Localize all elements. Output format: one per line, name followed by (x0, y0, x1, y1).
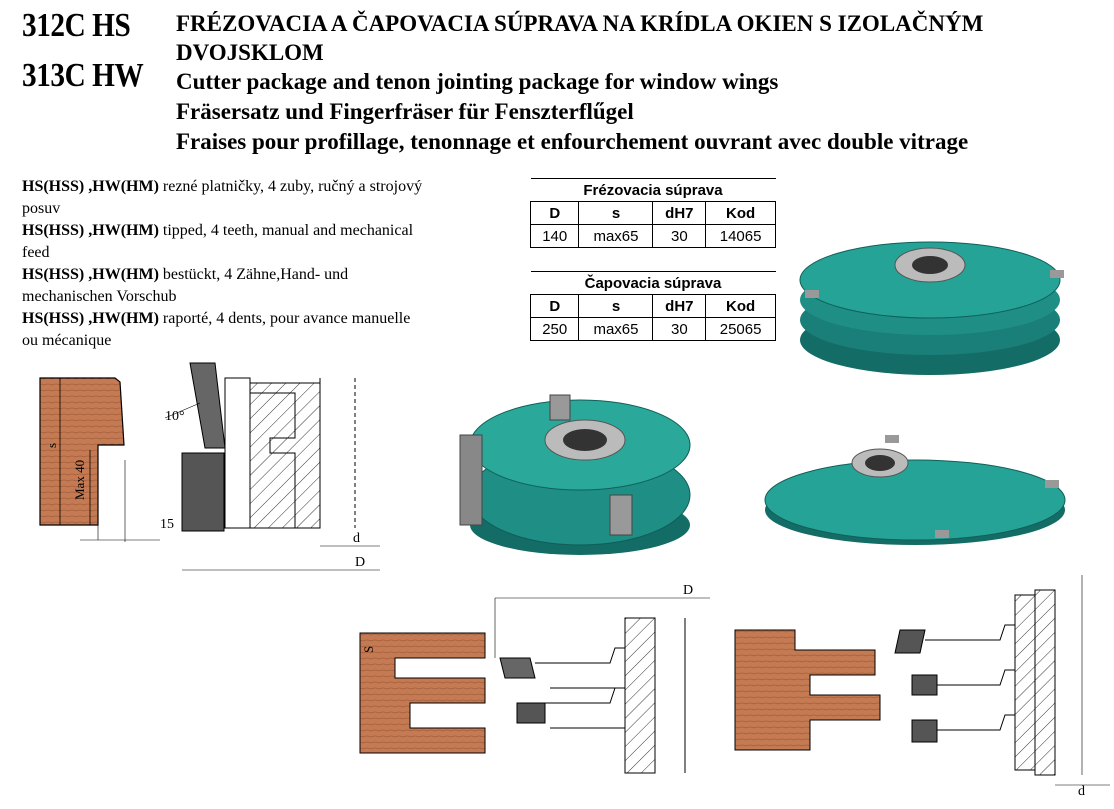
spec-text-cont: ou mécanique (22, 332, 112, 349)
spec-text: raporté, 4 dents, pour avance manuelle (158, 310, 411, 327)
col-header: D (531, 295, 579, 318)
table-cell: 25065 (706, 318, 776, 341)
wood-profile-drawing (20, 370, 170, 550)
spec-en (22, 220, 522, 264)
col-header: Kod (706, 202, 776, 225)
col-header: s (579, 295, 653, 318)
spec-list (22, 176, 522, 352)
spec-text: bestückt, 4 Zähne,Hand- und (158, 266, 349, 283)
label-d-bottom: d (1078, 784, 1085, 799)
tip-icon (1050, 270, 1064, 278)
col-header: dH7 (653, 295, 706, 318)
table-caption: Čapovacia súprava (531, 272, 776, 295)
milling-cutter-photo (450, 385, 720, 565)
table-cell: 14065 (706, 225, 776, 248)
label-max40: Max 40 (72, 459, 87, 500)
spec-fr (22, 308, 522, 352)
table-cell: 30 (653, 318, 706, 341)
table-cell: max65 (579, 318, 653, 341)
label-angle: 10° (165, 409, 185, 424)
wood-piece (40, 378, 124, 525)
table-cell: 250 (531, 318, 579, 341)
title-sk-line2: DVOJSKLOM (176, 40, 324, 65)
table-caption: Frézovacia súprava (531, 179, 776, 202)
spec-label: HS(HSS) ,HW(HM) (22, 310, 159, 327)
label-S: S (361, 645, 376, 653)
label-D: D (355, 555, 366, 570)
title-de: Fräsersatz und Fingerfräser für Fenszterflűgel (176, 99, 634, 124)
tenon-drawing-left (355, 578, 715, 803)
table-cell: 140 (531, 225, 579, 248)
spec-text-cont: mechanischen Vorschub (22, 288, 177, 305)
table-cell: 30 (653, 225, 706, 248)
spec-de (22, 264, 522, 308)
label-d: d (353, 531, 360, 546)
flat-cutter-photo (755, 425, 1085, 555)
spec-label: HS(HSS) ,HW(HM) (22, 178, 159, 195)
product-code-1: 312C HS (22, 7, 131, 44)
spec-sk (22, 176, 522, 220)
spec-text-cont: posuv (22, 200, 61, 217)
col-header: dH7 (653, 202, 706, 225)
title-sk-line1: FRÉZOVACIA A ČAPOVACIA SÚPRAVA NA KRÍDLA OKIEN S IZOLAČNÝM (176, 11, 984, 36)
cutter-tip-lower (182, 453, 224, 531)
spec-text: tipped, 4 teeth, manual and mechanical (158, 222, 414, 239)
label-15: 15 (160, 517, 174, 532)
product-code-2: 313C HW (22, 57, 144, 94)
label-s: s (44, 442, 59, 448)
col-header: s (579, 202, 653, 225)
spec-label: HS(HSS) ,HW(HM) (22, 222, 159, 239)
spec-text-cont: feed (22, 244, 50, 261)
table-cell: max65 (579, 225, 653, 248)
spec-label: HS(HSS) ,HW(HM) (22, 266, 159, 283)
table-tenon-set (530, 271, 776, 341)
spec-text: rezné platničky, 4 zuby, ručný a strojový (158, 178, 423, 195)
cutter-section-drawing (155, 358, 385, 578)
tenon-drawing-right (730, 575, 1110, 805)
col-header: Kod (706, 295, 776, 318)
cutter-tip-upper (190, 363, 225, 448)
title-en: Cutter package and tenon jointing package for window wings (176, 69, 779, 94)
col-header: D (531, 202, 579, 225)
table-milling-set (530, 178, 776, 248)
cutter-body (250, 383, 320, 528)
tenon-cutter-photo (780, 220, 1080, 380)
label-D-bottom: D (683, 583, 694, 598)
title-fr: Fraises pour profillage, tenonnage et enfourchement ouvrant avec double vitrage (176, 129, 969, 154)
